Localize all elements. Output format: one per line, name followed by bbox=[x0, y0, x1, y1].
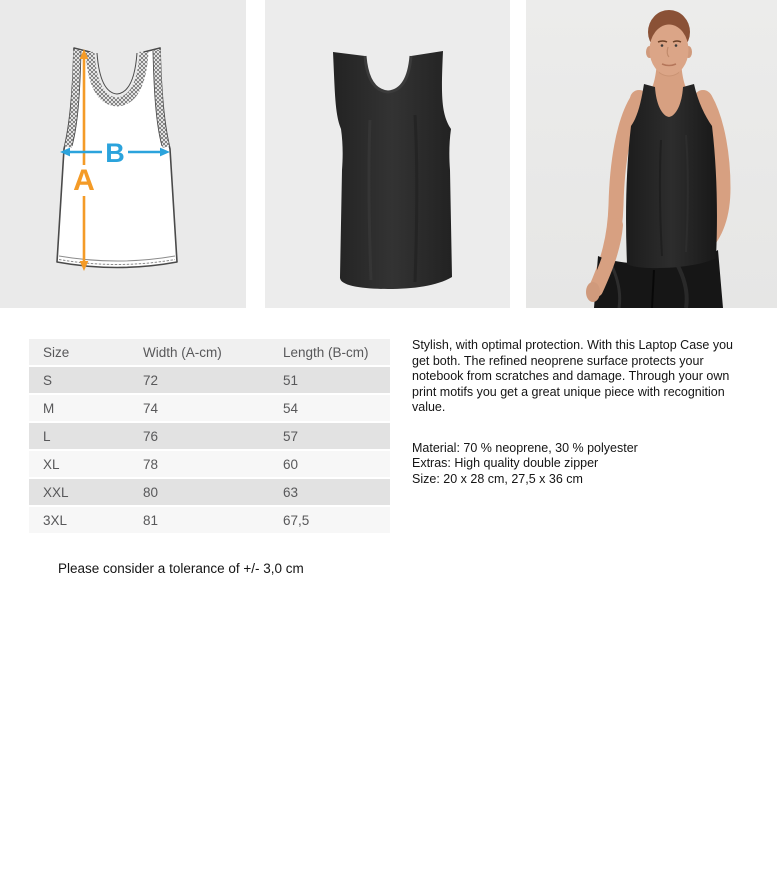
length-cell: 60 bbox=[283, 456, 299, 472]
size-column-header: Size bbox=[43, 344, 70, 360]
size-row-s bbox=[29, 367, 390, 393]
size-row-xxl bbox=[29, 479, 390, 505]
length-cell: 67,5 bbox=[283, 512, 310, 528]
measure-label-b: B bbox=[105, 138, 125, 168]
width-column-header: Width (A-cm) bbox=[143, 344, 222, 360]
description-line: value. bbox=[412, 400, 446, 414]
width-cell: 76 bbox=[143, 428, 159, 444]
size-row-3xl bbox=[29, 507, 390, 533]
model-left-hand bbox=[586, 282, 600, 302]
width-cell: 81 bbox=[143, 512, 159, 528]
model-wearing-tanktop-photo bbox=[526, 0, 777, 308]
size-table bbox=[29, 337, 390, 535]
tolerance-note: Please consider a tolerance of +/- 3,0 cm bbox=[58, 561, 304, 576]
tanktop-measurement-diagram bbox=[0, 0, 246, 308]
length-cell: 63 bbox=[283, 484, 299, 500]
size-cell: XXL bbox=[43, 484, 69, 500]
product-photo-image bbox=[265, 0, 510, 308]
black-tanktop-photo bbox=[265, 0, 510, 308]
description-line: print motifs you get a great unique piece with recognition bbox=[412, 384, 725, 399]
size-cell: S bbox=[43, 372, 53, 388]
length-cell: 54 bbox=[283, 400, 299, 416]
description-line: notebook from scratches and damage. Through your own bbox=[412, 369, 730, 383]
product-description bbox=[412, 338, 744, 487]
size-cell: L bbox=[43, 428, 51, 444]
description-line: get both. The refined neoprene surface protects your bbox=[412, 353, 704, 368]
model-photo-image bbox=[526, 0, 777, 308]
spec-material: Material: 70 % neoprene, 30 % polyester bbox=[412, 440, 638, 455]
measure-label-a: A bbox=[73, 164, 95, 197]
length-column-header: Length (B-cm) bbox=[283, 344, 369, 360]
size-cell: 3XL bbox=[43, 512, 68, 528]
description-paragraph bbox=[412, 338, 744, 416]
size-table-header-row bbox=[29, 339, 390, 365]
spec-extras: Extras: High quality double zipper bbox=[412, 456, 599, 470]
product-specs bbox=[412, 441, 744, 488]
size-row-xl bbox=[29, 451, 390, 477]
width-cell: 78 bbox=[143, 456, 159, 472]
size-row-l bbox=[29, 423, 390, 449]
fold-shadow bbox=[415, 115, 417, 282]
size-cell: M bbox=[43, 400, 55, 416]
width-cell: 80 bbox=[143, 484, 159, 500]
width-cell: 74 bbox=[143, 400, 159, 416]
spec-size: Size: 20 x 28 cm, 27,5 x 36 cm bbox=[412, 471, 583, 486]
size-cell: XL bbox=[43, 456, 60, 472]
width-cell: 72 bbox=[143, 372, 159, 388]
length-cell: 57 bbox=[283, 428, 299, 444]
size-row-m bbox=[29, 395, 390, 421]
description-line: Stylish, with optimal protection. With this Laptop Case you bbox=[412, 338, 733, 352]
length-cell: 51 bbox=[283, 372, 299, 388]
measurement-diagram-image bbox=[0, 0, 246, 308]
